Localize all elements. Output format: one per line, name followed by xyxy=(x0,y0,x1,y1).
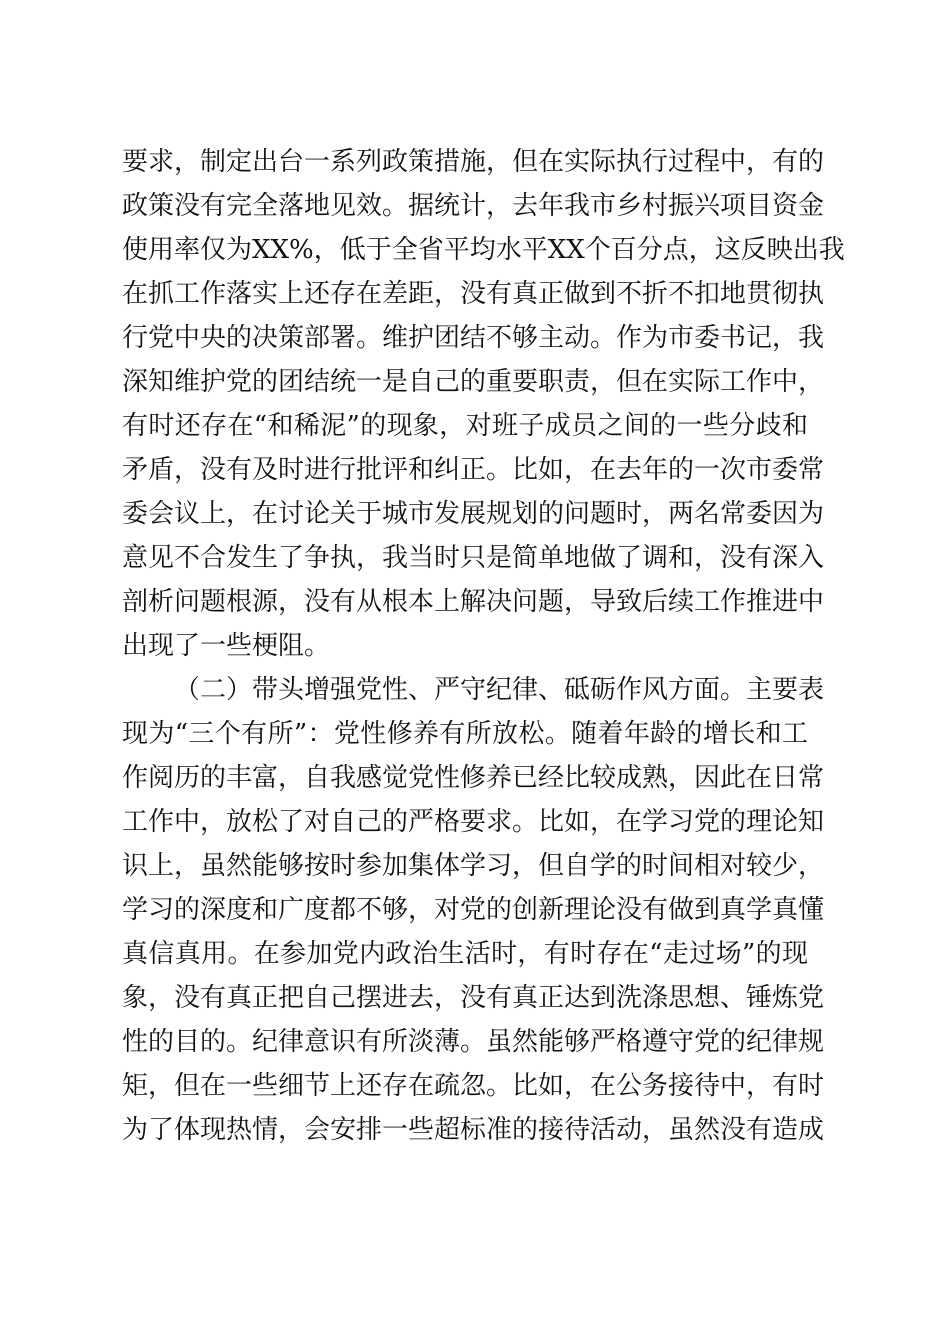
paragraph-1-line: 深知维护党的团结统一是自己的重要职责，但在实际工作中， xyxy=(122,367,825,397)
paragraph-2-line: 识上，虽然能够按时参加集体学习，但自学的时间相对较少， xyxy=(122,851,825,881)
paragraph-2-line: 作阅历的丰富，自我感觉党性修养已经比较成熟，因此在日常 xyxy=(122,763,825,793)
paragraph-1-line: 意见不合发生了争执，我当时只是简单地做了调和，没有深入 xyxy=(122,543,825,573)
paragraph-2-line: 象，没有真正把自己摆进去，没有真正达到洗涤思想、锤炼党 xyxy=(122,983,825,1013)
paragraph-1-line: 委会议上，在讨论关于城市发展规划的问题时，两名常委因为 xyxy=(122,499,825,529)
paragraph-1-line: 政策没有完全落地见效。据统计，去年我市乡村振兴项目资金 xyxy=(122,191,825,221)
paragraph-1 xyxy=(122,140,845,668)
paragraph-2-line: 现为“三个有所”：党性修养有所放松。随着年龄的增长和工 xyxy=(122,719,808,749)
paragraph-1-line: 要求，制定出台一系列政策措施，但在实际执行过程中，有的 xyxy=(122,147,825,177)
paragraph-2 xyxy=(122,668,825,1152)
paragraph-1-line: 行党中央的决策部署。维护团结不够主动。作为市委书记，我 xyxy=(122,323,825,353)
paragraph-2-line: 学习的深度和广度都不够，对党的创新理论没有做到真学真懂 xyxy=(122,895,825,925)
paragraph-2-line: 工作中，放松了对自己的严格要求。比如，在学习党的理论知 xyxy=(122,807,825,837)
paragraph-1-line: 有时还存在“和稀泥”的现象，对班子成员之间的一些分歧和 xyxy=(122,411,808,441)
paragraph-1-line: 使用率仅为XX%，低于全省平均水平XX个百分点，这反映出我 xyxy=(122,235,845,265)
paragraph-1-line: 矛盾，没有及时进行批评和纠正。比如，在去年的一次市委常 xyxy=(122,455,825,485)
paragraph-2-line: 矩，但在一些细节上还存在疏忽。比如，在公务接待中，有时 xyxy=(122,1071,825,1101)
section-heading-line: （二）带头增强党性、严守纪律、砥砺作风方面。主要表 xyxy=(174,675,825,705)
paragraph-1-line: 出现了一些梗阻。 xyxy=(122,631,331,661)
paragraph-2-line: 为了体现热情，会安排一些超标准的接待活动，虽然没有造成 xyxy=(122,1115,825,1145)
paragraph-1-line: 剖析问题根源，没有从根本上解决问题，导致后续工作推进中 xyxy=(122,587,825,617)
document-body xyxy=(122,140,845,1152)
paragraph-2-line: 性的目的。纪律意识有所淡薄。虽然能够严格遵守党的纪律规 xyxy=(122,1027,825,1057)
paragraph-1-line: 在抓工作落实上还存在差距，没有真正做到不折不扣地贯彻执 xyxy=(122,279,825,309)
paragraph-2-line: 真信真用。在参加党内政治生活时，有时存在“走过场”的现 xyxy=(122,939,808,969)
